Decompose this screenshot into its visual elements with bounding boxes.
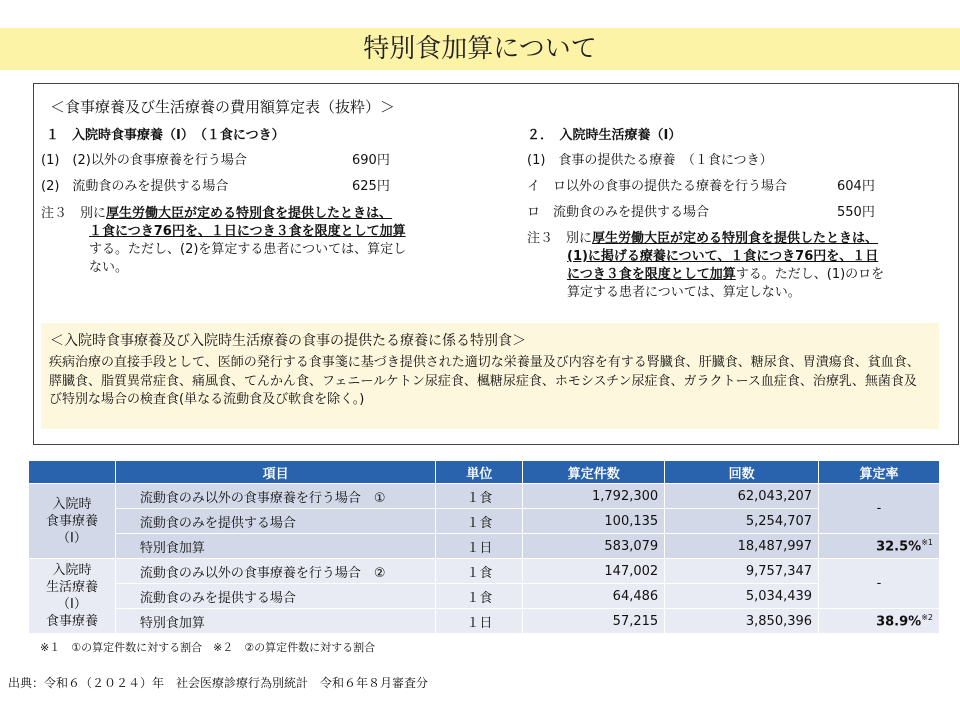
left-note-rest-2: ない。 (89, 260, 129, 275)
row-count: 147,002 (523, 559, 665, 584)
right-note-rest-1: する。ただし、(1)のロを (735, 267, 885, 282)
left-note-underlined-2: １食につき76円を、１日につき３食を限度として加算 (89, 224, 406, 239)
left-item1-label: (1) (2)以外の食事療養を行う場合 (41, 153, 247, 168)
row-item: 流動食のみを提供する場合 (115, 584, 436, 609)
table-header (29, 461, 116, 484)
right-itemA-label: イ ロ以外の食事の提供たる療養を行う場合 (527, 179, 788, 194)
right-note-underlined-3: につき３食を限度として加算 (567, 267, 736, 282)
right-note-line3 (567, 266, 884, 284)
row-unit: １食 (436, 509, 523, 534)
row-count: 100,135 (523, 509, 665, 534)
page-title: 特別食加算について (363, 34, 597, 64)
row-item: 流動食のみ以外の食事療養を行う場合 ② (115, 559, 436, 584)
right-itemB-label: ロ 流動食のみを提供する場合 (527, 205, 710, 220)
row-times: 62,043,207 (665, 484, 819, 509)
right-heading: ２． 入院時生活療養（Ⅰ） (527, 128, 682, 143)
row-item: 特別食加算 (115, 534, 436, 559)
table-header: 回数 (665, 461, 819, 484)
table-header: 算定率 (819, 461, 940, 484)
table-header-row (29, 461, 940, 484)
table-row (29, 509, 940, 534)
right-note-prefix: 注３ 別に (527, 231, 593, 246)
table-footnote: ※１ ①の算定件数に対する割合 ※２ ②の算定件数に対する割合 (40, 641, 376, 654)
row-times: 3,850,396 (665, 609, 819, 634)
left-note-prefix: 注３ 別に (41, 206, 107, 221)
rate-note: ※1 (921, 537, 933, 547)
row-count: 57,215 (523, 609, 665, 634)
table-row (29, 484, 940, 509)
left-heading: １ 入院時食事療養（Ⅰ） （１食につき） (46, 128, 285, 143)
row-unit: １日 (436, 534, 523, 559)
right-item1-label: (1) 食事の提供たる療養 （１食につき） (527, 153, 773, 168)
left-item1-value: 690円 (352, 153, 390, 168)
row-item: 流動食のみ以外の食事療養を行う場合 ① (115, 484, 436, 509)
source-note: 出典：令和６（２０２４）年 社会医療診療行為別統計 令和６年８月審査分 (8, 676, 429, 690)
special-diet-text: 疾病治療の直接手段として、医師の発行する食事箋に基づき提供された適切な栄養量及び内容を有する腎臓食、肝臓食、糖尿食、胃潰瘍食、貧血食、膵臓食、脂質異常症食、痛風食、てんかん食、フェニールケトン尿症食、楓糖尿症食、ホモシスチン尿症食、ガラクトース血症食、治療乳、無菌食及び特別な場合の検査食(単なる流動食及び軟食を除く。) (49, 355, 920, 407)
group-label-living-therapy: 入院時 生活療養 （Ⅰ） 食事療養 (29, 559, 116, 634)
row-item: 流動食のみを提供する場合 (115, 509, 436, 534)
table-row (29, 559, 940, 584)
right-note-line1 (527, 230, 878, 248)
rate-dash: - (819, 559, 940, 609)
left-note-rest-1: する。ただし、(2)を算定する患者については、算定し (89, 242, 407, 257)
right-note-rest-2: 算定する患者については、算定しない。 (567, 285, 801, 300)
table-header: 単位 (436, 461, 523, 484)
row-times: 5,254,707 (665, 509, 819, 534)
rate-value: 38.9% (876, 614, 922, 630)
box-heading: ＜食事療養及び生活療養の費用額算定表（抜粋）＞ (50, 98, 396, 116)
row-count: 583,079 (523, 534, 665, 559)
table-header: 算定件数 (523, 461, 665, 484)
row-unit: １食 (436, 484, 523, 509)
special-diet-heading: ＜入院時食事療養及び入院時生活療養の食事の提供たる療養に係る特別食＞ (50, 333, 526, 349)
left-item2-label: (2) 流動食のみを提供する場合 (41, 179, 229, 194)
statistics-table (28, 460, 940, 634)
row-times: 5,034,439 (665, 584, 819, 609)
table-row (29, 534, 940, 559)
table-row (29, 584, 940, 609)
rate-cell (819, 534, 940, 559)
rate-note: ※2 (921, 612, 933, 622)
rate-value: 32.5% (876, 539, 922, 555)
right-note-underlined-2: (1)に掲げる療養について、１食につき76円を、１日 (567, 249, 879, 264)
row-times: 18,487,997 (665, 534, 819, 559)
rate-dash: - (819, 484, 940, 534)
right-itemB-value: 550円 (837, 205, 875, 220)
table-header: 項目 (115, 461, 436, 484)
rate-cell (819, 609, 940, 634)
row-unit: １日 (436, 609, 523, 634)
left-item2-value: 625円 (352, 179, 390, 194)
row-unit: １食 (436, 559, 523, 584)
right-itemA-value: 604円 (837, 179, 875, 194)
row-count: 64,486 (523, 584, 665, 609)
row-times: 9,757,347 (665, 559, 819, 584)
row-unit: １食 (436, 584, 523, 609)
table-row (29, 609, 940, 634)
group-label-meal-therapy: 入院時 食事療養 （Ⅰ） (29, 484, 116, 559)
left-note-line1 (41, 205, 392, 223)
left-note-underlined-1: 厚生労働大臣が定める特別食を提供したときは、 (106, 206, 393, 221)
row-count: 1,792,300 (523, 484, 665, 509)
right-note-underlined-1: 厚生労働大臣が定める特別食を提供したときは、 (592, 231, 879, 246)
row-item: 特別食加算 (115, 609, 436, 634)
